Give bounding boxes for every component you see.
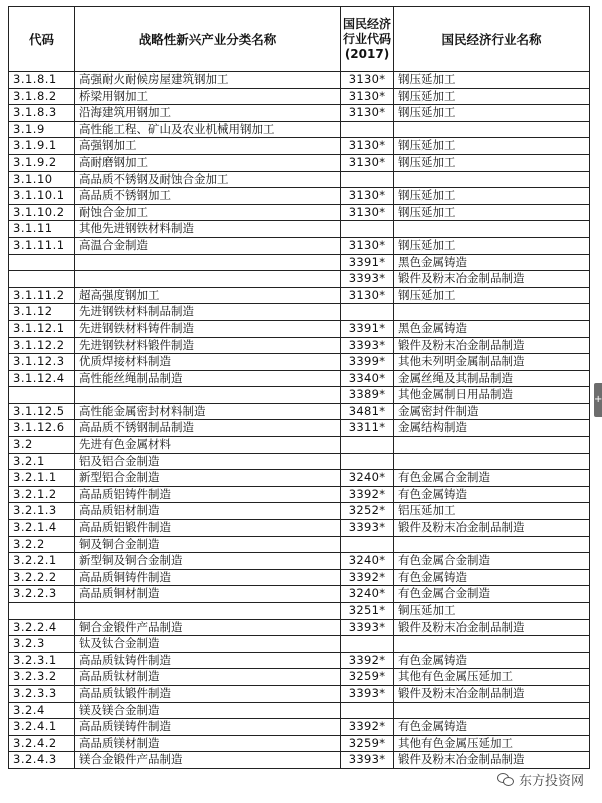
cell-category-name: [75, 254, 341, 271]
plus-icon: +: [594, 394, 602, 405]
table-row: [9, 121, 590, 138]
cell-national-code: 3393*: [341, 619, 394, 636]
cell-national-name: [394, 536, 590, 553]
cell-national-code: 3240*: [341, 586, 394, 603]
industry-classification-table: [8, 6, 590, 769]
cell-code: 3.1.12.4: [9, 370, 75, 387]
table-row: [9, 320, 590, 337]
cell-national-code: 3393*: [341, 685, 394, 702]
cell-code: 3.2.1.1: [9, 470, 75, 487]
table-row: [9, 237, 590, 254]
cell-national-name: 有色金属铸造: [394, 652, 590, 669]
cell-national-code: 3130*: [341, 105, 394, 122]
cell-national-name: 锻件及粉末冶金制品制造: [394, 271, 590, 288]
cell-category-name: 沿海建筑用钢加工: [75, 105, 341, 122]
cell-national-name: 钢压延加工: [394, 88, 590, 105]
cell-national-name: [394, 304, 590, 321]
table-row: [9, 752, 590, 769]
cell-national-name: [394, 171, 590, 188]
cell-national-name: 锻件及粉末冶金制品制造: [394, 685, 590, 702]
cell-national-name: 锻件及粉末冶金制品制造: [394, 752, 590, 769]
table-row: [9, 453, 590, 470]
cell-code: 3.1.11.2: [9, 287, 75, 304]
cell-category-name: 桥梁用钢加工: [75, 88, 341, 105]
table-row: [9, 702, 590, 719]
table-row: [9, 287, 590, 304]
cell-national-code: [341, 121, 394, 138]
cell-national-name: [394, 702, 590, 719]
table-row: [9, 403, 590, 420]
cell-code: 3.1.12.6: [9, 420, 75, 437]
cell-category-name: 镁合金锻件产品制造: [75, 752, 341, 769]
table-row: [9, 569, 590, 586]
cell-national-code: 3240*: [341, 470, 394, 487]
cell-national-name: 锻件及粉末冶金制品制造: [394, 619, 590, 636]
cell-category-name: 铝及铝合金制造: [75, 453, 341, 470]
cell-national-code: 3252*: [341, 503, 394, 520]
table-row: [9, 171, 590, 188]
cell-category-name: 先进钢铁材料锻件制造: [75, 337, 341, 354]
cell-code: 3.1.10: [9, 171, 75, 188]
table-row: [9, 503, 590, 520]
cell-national-code: [341, 221, 394, 238]
cell-code: 3.2.1.4: [9, 520, 75, 537]
cell-national-code: [341, 171, 394, 188]
cell-code: 3.2.1.3: [9, 503, 75, 520]
table-row: [9, 619, 590, 636]
cell-national-code: 3393*: [341, 520, 394, 537]
cell-national-code: 3393*: [341, 337, 394, 354]
cell-national-code: 3392*: [341, 719, 394, 736]
cell-code: 3.2.2.1: [9, 553, 75, 570]
cell-national-code: [341, 636, 394, 653]
cell-code: 3.1.9: [9, 121, 75, 138]
cell-national-code: [341, 536, 394, 553]
cell-national-code: [341, 453, 394, 470]
cell-national-code: 3391*: [341, 320, 394, 337]
cell-national-name: 有色金属铸造: [394, 569, 590, 586]
cell-category-name: 高品质镁材制造: [75, 735, 341, 752]
cell-category-name: 耐蚀合金加工: [75, 204, 341, 221]
cell-category-name: 高品质不锈钢及耐蚀合金加工: [75, 171, 341, 188]
cell-category-name: 先进有色金属材料: [75, 437, 341, 454]
cell-national-code: 3240*: [341, 553, 394, 570]
cell-national-name: 钢压延加工: [394, 287, 590, 304]
table-row: [9, 271, 590, 288]
table-row: [9, 221, 590, 238]
cell-national-code: 3130*: [341, 188, 394, 205]
cell-national-name: [394, 121, 590, 138]
cell-national-name: 钢压延加工: [394, 154, 590, 171]
cell-code: 3.1.9.1: [9, 138, 75, 155]
cell-national-name: 有色金属合金制造: [394, 586, 590, 603]
table-row: [9, 204, 590, 221]
table-row: [9, 603, 590, 620]
cell-code: 3.2.2.4: [9, 619, 75, 636]
table-row: [9, 105, 590, 122]
cell-national-name: 铜压延加工: [394, 603, 590, 620]
cell-category-name: 高性能工程、矿山及农业机械用钢加工: [75, 121, 341, 138]
cell-national-name: 锻件及粉末冶金制品制造: [394, 337, 590, 354]
cell-category-name: 高品质钛锻件制造: [75, 685, 341, 702]
cell-national-name: 钢压延加工: [394, 72, 590, 89]
cell-code: 3.1.12: [9, 304, 75, 321]
cell-national-code: 3340*: [341, 370, 394, 387]
cell-code: 3.2.2.2: [9, 569, 75, 586]
table-row: [9, 652, 590, 669]
cell-category-name: 高品质镁铸件制造: [75, 719, 341, 736]
cell-category-name: 镁及镁合金制造: [75, 702, 341, 719]
cell-national-code: 3259*: [341, 669, 394, 686]
cell-national-code: 3130*: [341, 154, 394, 171]
cell-code: 3.2.4: [9, 702, 75, 719]
cell-category-name: 高品质铜铸件制造: [75, 569, 341, 586]
table-row: [9, 470, 590, 487]
cell-national-code: 3130*: [341, 72, 394, 89]
cell-national-code: [341, 437, 394, 454]
cell-category-name: 高性能丝绳制品制造: [75, 370, 341, 387]
cell-code: 3.2.3.3: [9, 685, 75, 702]
table-row: [9, 370, 590, 387]
cell-national-code: 3130*: [341, 138, 394, 155]
cell-category-name: 高品质铝锻件制造: [75, 520, 341, 537]
table-header-row: [9, 7, 590, 72]
cell-national-name: 钢压延加工: [394, 188, 590, 205]
cell-national-name: 钢压延加工: [394, 138, 590, 155]
cell-national-code: 3130*: [341, 237, 394, 254]
cell-code: 3.1.12.2: [9, 337, 75, 354]
cell-category-name: 高品质钛材制造: [75, 669, 341, 686]
cell-national-name: 铝压延加工: [394, 503, 590, 520]
cell-category-name: [75, 387, 341, 404]
cell-category-name: 高品质不锈钢制品制造: [75, 420, 341, 437]
cell-code: 3.2.3: [9, 636, 75, 653]
cell-category-name: 高性能金属密封材料制造: [75, 403, 341, 420]
cell-national-name: [394, 453, 590, 470]
cell-category-name: 先进钢铁材料制品制造: [75, 304, 341, 321]
cell-category-name: 超高强度钢加工: [75, 287, 341, 304]
watermark: [497, 770, 584, 789]
cell-national-code: 3399*: [341, 354, 394, 371]
cell-code: [9, 254, 75, 271]
cell-national-name: 金属丝绳及其制品制造: [394, 370, 590, 387]
cell-code: 3.1.10.2: [9, 204, 75, 221]
cell-national-name: 钢压延加工: [394, 237, 590, 254]
table-row: [9, 553, 590, 570]
cell-national-code: 3392*: [341, 486, 394, 503]
cell-national-code: 3393*: [341, 271, 394, 288]
cell-category-name: 新型铝合金制造: [75, 470, 341, 487]
cell-national-name: 有色金属合金制造: [394, 553, 590, 570]
cell-category-name: 高品质钛铸件制造: [75, 652, 341, 669]
table-row: [9, 254, 590, 271]
cell-national-code: 3393*: [341, 752, 394, 769]
cell-national-code: 3130*: [341, 287, 394, 304]
table-row: [9, 520, 590, 537]
cell-national-name: 其他有色金属压延加工: [394, 735, 590, 752]
cell-category-name: 高强钢加工: [75, 138, 341, 155]
cell-code: 3.1.10.1: [9, 188, 75, 205]
wechat-icon: [497, 773, 515, 787]
table-row: [9, 669, 590, 686]
table-row: [9, 188, 590, 205]
cell-national-name: 金属密封件制造: [394, 403, 590, 420]
cell-code: 3.1.12.5: [9, 403, 75, 420]
cell-national-code: 3130*: [341, 88, 394, 105]
cell-national-code: 3481*: [341, 403, 394, 420]
cell-category-name: 铜合金锻件产品制造: [75, 619, 341, 636]
cell-national-code: 3251*: [341, 603, 394, 620]
cell-national-code: 3392*: [341, 569, 394, 586]
cell-category-name: [75, 603, 341, 620]
cell-national-name: 其他有色金属压延加工: [394, 669, 590, 686]
cell-category-name: 优质焊接材料制造: [75, 354, 341, 371]
table-body: [9, 72, 590, 769]
header-national-name: 国民经济行业名称: [394, 7, 590, 72]
cell-national-name: [394, 221, 590, 238]
cell-code: 3.2.3.2: [9, 669, 75, 686]
cell-code: [9, 387, 75, 404]
cell-code: 3.2.1.2: [9, 486, 75, 503]
cell-category-name: 钛及钛合金制造: [75, 636, 341, 653]
cell-code: 3.2.4.3: [9, 752, 75, 769]
table-row: [9, 337, 590, 354]
table-row: [9, 586, 590, 603]
cell-code: 3.1.11: [9, 221, 75, 238]
table-row: [9, 719, 590, 736]
table-row: [9, 154, 590, 171]
table-row: [9, 685, 590, 702]
table-row: [9, 387, 590, 404]
cell-code: 3.1.12.1: [9, 320, 75, 337]
table-row: [9, 354, 590, 371]
header-category-name: 战略性新兴产业分类名称: [75, 7, 341, 72]
table-row: [9, 88, 590, 105]
cell-code: [9, 603, 75, 620]
header-national-code: 国民经济行业代码(2017): [341, 7, 394, 72]
cell-national-name: 有色金属铸造: [394, 719, 590, 736]
cell-category-name: 高品质铝材制造: [75, 503, 341, 520]
cell-category-name: 先进钢铁材料铸件制造: [75, 320, 341, 337]
cell-national-name: 锻件及粉末冶金制品制造: [394, 520, 590, 537]
cell-category-name: [75, 271, 341, 288]
cell-code: 3.2.4.2: [9, 735, 75, 752]
cell-national-name: 钢压延加工: [394, 105, 590, 122]
cell-code: 3.2: [9, 437, 75, 454]
cell-national-code: 3311*: [341, 420, 394, 437]
cell-national-name: 黑色金属铸造: [394, 320, 590, 337]
table-row: [9, 735, 590, 752]
cell-category-name: 高品质铝铸件制造: [75, 486, 341, 503]
cell-national-code: 3259*: [341, 735, 394, 752]
cell-national-name: 其他未列明金属制品制造: [394, 354, 590, 371]
cell-category-name: 高强耐火耐候房屋建筑钢加工: [75, 72, 341, 89]
cell-category-name: 高耐磨钢加工: [75, 154, 341, 171]
watermark-text: 东方投资网: [518, 774, 584, 789]
cell-national-name: 有色金属合金制造: [394, 470, 590, 487]
table-row: [9, 304, 590, 321]
table-row: [9, 437, 590, 454]
cell-national-code: 3391*: [341, 254, 394, 271]
cell-code: [9, 271, 75, 288]
cell-code: 3.2.3.1: [9, 652, 75, 669]
cell-code: 3.1.11.1: [9, 237, 75, 254]
cell-national-name: 金属结构制造: [394, 420, 590, 437]
cell-category-name: 高品质铜材制造: [75, 586, 341, 603]
table-row: [9, 420, 590, 437]
table-row: [9, 486, 590, 503]
cell-code: 3.2.4.1: [9, 719, 75, 736]
header-code: 代码: [9, 7, 75, 72]
cell-national-code: 3130*: [341, 204, 394, 221]
cell-national-name: 钢压延加工: [394, 204, 590, 221]
cell-code: 3.1.8.1: [9, 72, 75, 89]
cell-category-name: 其他先进钢铁材料制造: [75, 221, 341, 238]
cell-national-code: [341, 304, 394, 321]
cell-national-code: 3392*: [341, 652, 394, 669]
side-expand-tab[interactable]: [594, 383, 602, 417]
cell-category-name: 铜及铜合金制造: [75, 536, 341, 553]
table-row: [9, 138, 590, 155]
cell-national-name: 其他金属制日用品制造: [394, 387, 590, 404]
cell-code: 3.2.1: [9, 453, 75, 470]
cell-national-name: [394, 636, 590, 653]
cell-code: 3.1.9.2: [9, 154, 75, 171]
cell-category-name: 新型铜及铜合金制造: [75, 553, 341, 570]
table-row: [9, 72, 590, 89]
cell-national-name: 黑色金属铸造: [394, 254, 590, 271]
table-row: [9, 536, 590, 553]
cell-national-code: 3389*: [341, 387, 394, 404]
table-row: [9, 636, 590, 653]
cell-code: 3.2.2.3: [9, 586, 75, 603]
cell-category-name: 高温合金制造: [75, 237, 341, 254]
cell-code: 3.1.8.3: [9, 105, 75, 122]
cell-code: 3.1.12.3: [9, 354, 75, 371]
cell-code: 3.2.2: [9, 536, 75, 553]
cell-national-name: 有色金属铸造: [394, 486, 590, 503]
cell-category-name: 高品质不锈钢加工: [75, 188, 341, 205]
cell-national-code: [341, 702, 394, 719]
cell-national-name: [394, 437, 590, 454]
cell-code: 3.1.8.2: [9, 88, 75, 105]
